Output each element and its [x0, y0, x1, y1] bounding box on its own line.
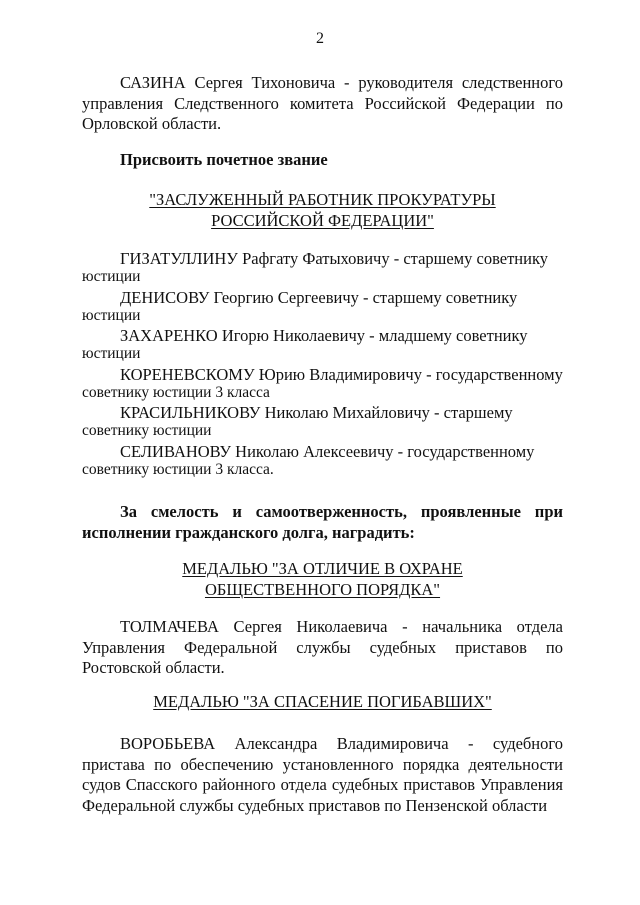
prosecutor-rank: юстиции — [82, 345, 141, 362]
honorary-heading: Присвоить почетное звание — [120, 150, 328, 169]
prosecutor-name: КРАСИЛЬНИКОВУ Николаю Михайловичу - старшему — [120, 403, 513, 422]
prosecutor-item-3 — [82, 325, 563, 362]
honorary-title — [82, 190, 563, 231]
prosecutor-rank: юстиции — [82, 307, 141, 324]
prosecutor-rank: советнику юстиции 3 класса. — [82, 461, 274, 478]
prosecutor-name: ДЕНИСОВУ Георгию Сергеевичу - старшему советнику — [120, 288, 518, 307]
prosecutor-name: ЗАХАРЕНКО Игорю Николаевичу - младшему советнику — [120, 326, 528, 345]
medal1-title-line1: МЕДАЛЬЮ "ЗА ОТЛИЧИЕ В ОХРАНЕ — [182, 559, 463, 578]
medal2-title — [82, 692, 563, 713]
courage-heading: За смелость и самоотверженность, проявленные при исполнении гражданского долга, наградить: — [82, 502, 563, 542]
prosecutor-item-4 — [82, 364, 563, 401]
sazin-paragraph: САЗИНА Сергея Тихоновича - руководителя следственного управления Следственного комитета Российской Федерации по Орловской области. — [82, 73, 563, 133]
prosecutor-name: СЕЛИВАНОВУ Николаю Алексеевичу - государственному — [120, 442, 535, 461]
prosecutor-rank: советнику юстиции 3 класса — [82, 384, 270, 401]
prosecutor-rank: советнику юстиции — [82, 422, 212, 439]
vorobyev-paragraph: ВОРОБЬЕВА Александра Владимировича - судебного пристава по обеспечению установленного порядка деятельности судов Спасского районного отдела судебных приставов Управления Федеральной службы судебных приставов по Пензенской области — [82, 734, 563, 815]
prosecutor-item-6 — [82, 441, 563, 478]
medal2-title-line: МЕДАЛЬЮ "ЗА СПАСЕНИЕ ПОГИБАВШИХ" — [153, 692, 492, 711]
prosecutor-name: КОРЕНЕВСКОМУ Юрию Владимировичу - государственному — [120, 365, 563, 384]
medal1-title — [82, 559, 563, 600]
prosecutor-name: ГИЗАТУЛЛИНУ Рафгату Фатыховичу - старшему советнику — [120, 249, 548, 268]
honorary-title-line2: РОССИЙСКОЙ ФЕДЕРАЦИИ" — [211, 210, 434, 230]
prosecutor-rank: юстиции — [82, 268, 141, 285]
prosecutor-item-2 — [82, 287, 563, 324]
honorary-title-line1: "ЗАСЛУЖЕННЫЙ РАБОТНИК ПРОКУРАТУРЫ — [149, 190, 496, 209]
prosecutor-item-1 — [82, 248, 563, 285]
page-number: 2 — [316, 30, 324, 47]
tolmachev-paragraph: ТОЛМАЧЕВА Сергея Николаевича - начальника отдела Управления Федеральной службы судебных приставов по Ростовской области. — [82, 617, 563, 677]
medal1-title-line2: ОБЩЕСТВЕННОГО ПОРЯДКА" — [204, 579, 441, 599]
prosecutor-item-5 — [82, 402, 563, 439]
